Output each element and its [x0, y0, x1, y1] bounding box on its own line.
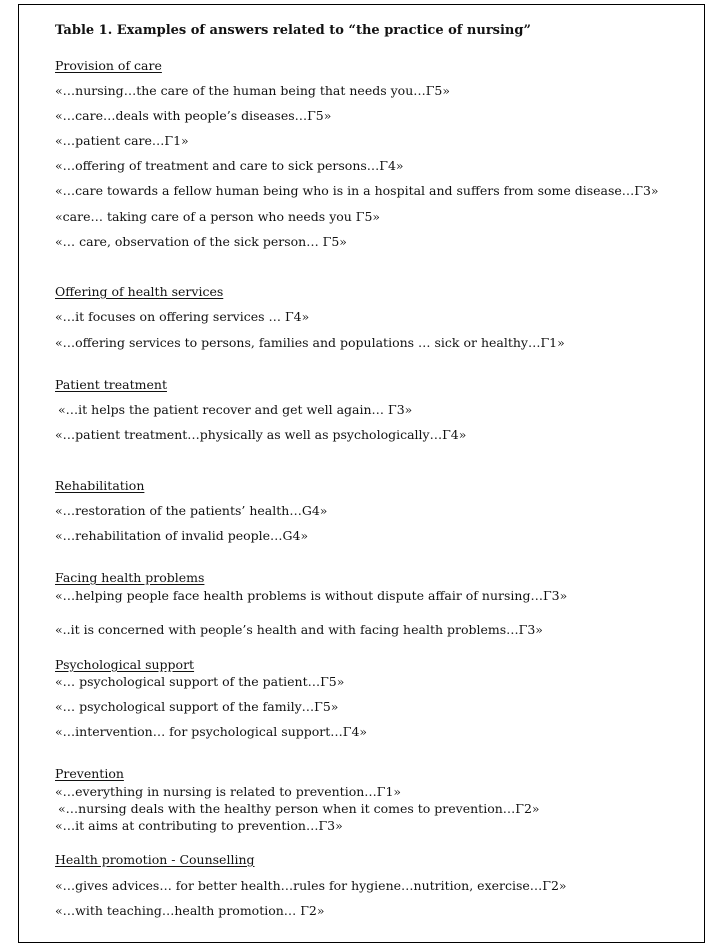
quote-line: «…with teaching…health promotion… Γ2»: [55, 903, 325, 918]
quote-line: «…nursing…the care of the human being that needs you…Γ5»: [55, 83, 451, 98]
quote-line: «…it focuses on offering services … Γ4»: [55, 309, 310, 324]
quote-line: «…it helps the patient recover and get well again… Γ3»: [58, 402, 413, 417]
section-heading-psychological-support: Psychological support: [55, 657, 195, 672]
quote-line: «…patient care…Γ1»: [55, 133, 189, 148]
section-heading-offering-of-health-services: Offering of health services: [55, 284, 224, 299]
quote-line: «… psychological support of the family…Γ5»: [55, 699, 339, 714]
section-heading-provision-of-care: Provision of care: [55, 58, 162, 73]
section-heading-prevention: Prevention: [55, 766, 124, 781]
section-heading-rehabilitation: Rehabilitation: [55, 478, 145, 493]
quote-line: «… psychological support of the patient…Γ5»: [55, 674, 345, 689]
section-heading-health-promotion-counselling: Health promotion - Counselling: [55, 852, 255, 867]
quote-line: «…it aims at contributing to prevention…Γ3»: [55, 818, 343, 833]
quote-line: «…intervention… for psychological support…Γ4»: [55, 724, 368, 739]
quote-line: «…patient treatment…physically as well as psychologically…Γ4»: [55, 427, 467, 442]
section-heading-facing-health-problems: Facing health problems: [55, 570, 205, 585]
quote-line: «…helping people face health problems is without dispute affair of nursing…Γ3»: [55, 588, 568, 603]
section-heading-patient-treatment: Patient treatment: [55, 377, 167, 392]
quote-line: «…offering of treatment and care to sick persons…Γ4»: [55, 158, 404, 173]
quote-line: «… care, observation of the sick person… Γ5»: [55, 234, 347, 249]
quote-line: «care… taking care of a person who needs you Γ5»: [55, 209, 381, 224]
quote-line: «…care…deals with people’s diseases…Γ5»: [55, 108, 332, 123]
quote-line: «..it is concerned with people’s health and with facing health problems…Γ3»: [55, 622, 543, 637]
quote-line: «…restoration of the patients’ health…G4»: [55, 503, 328, 518]
quote-line: «…offering services to persons, families and populations … sick or healthy…Γ1»: [55, 335, 565, 350]
quote-line: «…gives advices… for better health…rules for hygiene…nutrition, exercise…Γ2»: [55, 878, 567, 893]
quote-line: «…rehabilitation of invalid people…G4»: [55, 528, 309, 543]
quote-line: «…care towards a fellow human being who is in a hospital and suffers from some disease…Γ3»: [55, 183, 659, 198]
quote-line: «…nursing deals with the healthy person when it comes to prevention…Γ2»: [58, 801, 540, 816]
table-title: Table 1. Examples of answers related to “the practice of nursing”: [55, 23, 531, 38]
quote-line: «…everything in nursing is related to prevention…Γ1»: [55, 784, 402, 799]
